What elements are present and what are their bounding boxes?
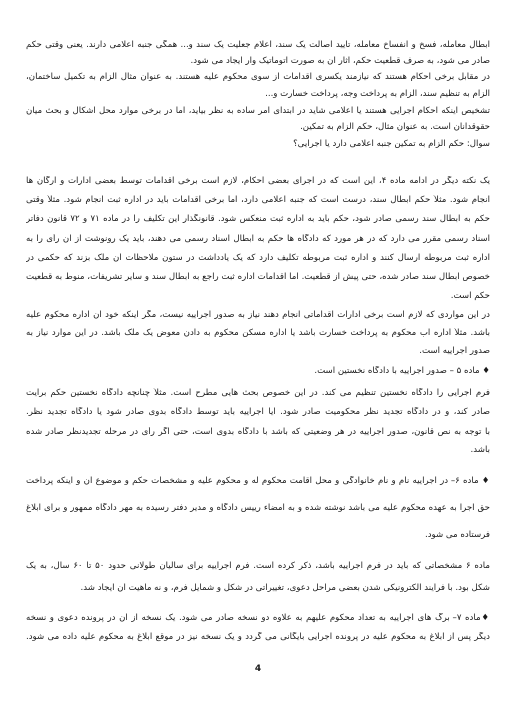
text-line: اسناد رسمی مقرر می دارد که در هر مورد که دادگاه ها حکم به ابطال اسناد رسمی می دهند، باید یک رونوشت از آن رأی را به — [26, 234, 490, 244]
text-line: باشد. مثلاً اداره آب محکوم به پرداخت خسارت باشد یا اداره مسکن محکوم به دادن معوض یک ملک باشد. در این موارد نیاز به — [26, 328, 490, 338]
text-line: شکل بود. با فرآیند الکترونیکی شدن بعضی مراحل دعوی، تغییراتی در شکل و شمایل فرم، و نه ماهیت آن ایجاد شد. — [80, 583, 490, 593]
text-line: حکم است. — [450, 291, 490, 301]
text-line: ♦ ماده ۶– در اجراییه نام و نام خانوادگی و محل اقامت محکوم له و محکوم علیه و مشخصات حکم و موضوع آن و اینکه پرداخت — [26, 476, 490, 486]
text-line: حکم به ابطال سند رسمی صادر شود، حکم باید به اداره ثبت منعکس شود. قانونگذار این تکلیف را در ماده ۷۱ و ۷۲ قانون دفاتر — [26, 214, 490, 224]
text-line: صادر کند، و در دادگاه تجدید نظر محکومیت صادر شود. آیا اجراییه باید توسط دادگاه بدوی صادر شود یا دادگاه تجدید نظر. — [26, 407, 490, 417]
text-line: ابطال معامله، فسخ و انفساخ معامله، تایید اصالت یک سند، اعلام جعلیت یک سند و... همگی جنبه اعلامی دارند. یعنی وقتی حکم — [26, 40, 490, 50]
text-line: ماده ۶ مشخصاتی که باید در فرم اجراییه باشد، ذکر کرده است. فرم اجراییه برای سالیان طولانی حدود ۵۰ تا ۶۰ سال، به یک — [26, 561, 490, 571]
text-line: دیگر پس از ابلاغ به محکوم علیه در پرونده اجرایی بایگانی می گردد و یک نسخه نیز در موقع ابلاغ به محکوم علیه داده می شود. — [26, 632, 490, 642]
text-line: با توجه به نص قانون، صدور اجراییه در هر وضعیتی که باشد با دادگاه بدوی است، حتی اگر رأی در مرحله تجدیدنظر صادر شده — [26, 427, 490, 437]
text-line: الزام به تنظیم سند، الزام به پرداخت وجه، پرداخت خسارت و... — [265, 89, 490, 99]
text-line: ♦ماده ۷– برگ های اجراییه به تعداد محکوم علیهم به علاوه دو نسخه صادر می شود. یک نسخه از آن در پرونده دعوی و نسخه — [26, 613, 490, 623]
text-line: فرستاده می شود. — [424, 530, 490, 540]
text-line: انجام شود. مثلاً حکم ابطال سند، درست است که جنبه اعلامی دارد، اما برخی اقدامات باید در اداره ثبت انجام شود. مثلاً وقتی — [26, 195, 490, 205]
text-line: صادر می شود، به صرف قطعیت حکم، آثار آن به صورت اتوماتیک وار ایجاد می شود. — [190, 56, 490, 66]
text-line: حق اجرا به عهده محکوم علیه می باشد نوشته شده و به امضاء رییس دادگاه و مدیر دفتر رسیده به مهر دادگاه ممهور و برای ابلاغ — [26, 503, 490, 513]
text-line: حقوقدانان است. به عنوان مثال، حکم الزام به تمکین. — [300, 122, 490, 132]
page-number: 4 — [254, 664, 262, 674]
text-line: در مقابل برخی احکام هستند که نیازمند یکسری اقدامات از سوی محکوم علیه هستند. به عنوان مثال الزام به تکمیل ساختمان، — [26, 72, 490, 82]
text-line: اداره ثبت مربوطه ارسال کنند و اداره ثبت مربوطه تکلیف دارد که یک یادداشت در ستون ملاحظات آن ملک بزند که حکمی در — [26, 253, 490, 263]
document-page — [26, 0, 490, 725]
text-line: تشخیص اینکه احکام اجرایی هستند یا اعلامی شاید در ابتدای امر ساده به نظر بیاید، اما در برخی موارد محل اشکال و بحث میان — [26, 106, 490, 116]
text-line: خصوص ابطال سند صادر شده، حتی پیش از قطعیت. اما اقدامات اداره ثبت راجع به ابطال سند و سایر تشریفات، منوط به قطعیت — [26, 272, 490, 282]
text-line: یک نکته دیگر در ادامه ماده ۴، این است که در اجرای بعضی احکام، لازم است برخی اقدامات توسط بعضی ادارات و ارگان ها — [26, 176, 490, 186]
text-line: سوال: حکم الزام به تمکین جنبه اعلامی دارد یا اجرایی؟ — [293, 139, 490, 149]
text-line: ♦ ماده ۵ – صدور اجراییه با دادگاه نخستین است. — [314, 366, 490, 376]
text-line: فرم اجرایی را دادگاه نخستین تنظیم می کند. در این خصوص بحث هایی مطرح است. مثلاً چنانچه دادگاه نخستین حکم برایت — [26, 388, 490, 398]
text-line: در این مواردی که لازم است برخی ادارات اقداماتی انجام دهند نیاز به صدور اجراییه نیست، مگر اینکه خود آن اداره محکوم علیه — [26, 310, 490, 320]
text-line: صدور اجراییه است. — [419, 346, 490, 356]
text-line: باشد. — [470, 445, 490, 455]
